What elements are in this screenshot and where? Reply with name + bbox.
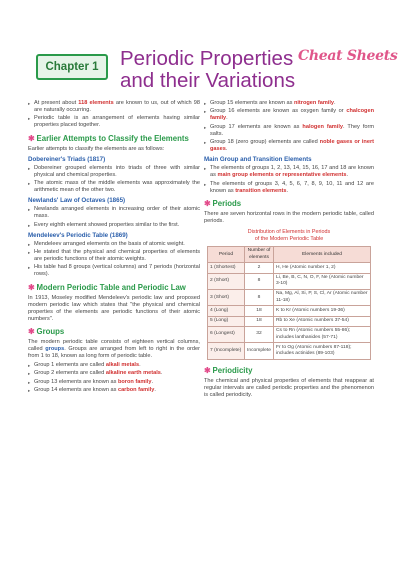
asterisk-icon: ✱ <box>204 365 211 375</box>
section-heading: ✱ Periods <box>204 198 242 208</box>
list-item: ▸ Group 18 (zero group) elements are called noble gases or inert gases. <box>204 139 374 153</box>
table-row <box>208 273 371 289</box>
page-header <box>0 0 400 100</box>
asterisk-icon: ✱ <box>28 326 35 336</box>
table-cell: Incomplete <box>245 343 274 359</box>
list-item: ▸ Every eighth element showed properties similar to the first. <box>28 222 200 229</box>
table-cell: 8 <box>245 289 274 305</box>
chapter-label: Chapter 1 <box>36 54 108 80</box>
list-item: ▸ Group 17 elements are known as halogen family. They form salts. <box>204 124 374 138</box>
section-heading: ✱ Groups <box>28 326 65 336</box>
table-row <box>208 343 371 359</box>
table-cell: 5 (Long) <box>208 316 245 326</box>
table-cell: K to Kr (Atomic numbers 19-36) <box>274 306 371 316</box>
paragraph: In 1913, Moseley modified Mendeleev's periodic law and proposed modern periodic law which states that "the physical and chemical properties of the elements are periodic functions of their atomic numbers". <box>28 294 200 322</box>
section-heading: ✱ Periodicity <box>204 365 253 375</box>
table-cell: 8 <box>245 273 274 289</box>
table-header-row <box>208 246 371 262</box>
subsection-heading: Mendeleev's Periodic Table (1869) <box>28 231 128 239</box>
asterisk-icon: ✱ <box>28 133 35 143</box>
table-cell: Na, Mg, Al, Si, P, S, Cl, Ar (Atomic number 11-18) <box>274 289 371 305</box>
table-row <box>208 316 371 326</box>
table-cell: 6 (Longest) <box>208 326 245 342</box>
title-line-2: and their Variations <box>120 69 296 92</box>
paragraph: Earlier attempts to classify the elements are as follows: <box>28 145 165 152</box>
list-item: ▸ The atomic mass of the middle elements was approximately the arithmetic mean of the other two. <box>28 180 200 194</box>
list-item: ▸ Periodic table is an arrangement of elements having similar properties placed together. <box>28 115 200 129</box>
column-header: Number of elements <box>245 246 274 262</box>
table-caption: Distribution of Elements in Periods of the Modern Periodic Table <box>247 228 331 242</box>
table-cell: 2 <box>245 263 274 273</box>
table-row <box>208 306 371 316</box>
list-item: ▸ Group 16 elements are known as oxygen family or chalcogen family. <box>204 108 374 122</box>
asterisk-icon: ✱ <box>204 198 211 208</box>
list-item: ▸ Group 14 elements are known as carbon family. <box>28 387 200 394</box>
list-item: ▸ The elements of groups 1, 2, 13, 14, 15, 16, 17 and 18 are known as main group elements or representative elements. <box>204 165 374 179</box>
section-heading: ✱ Earlier Attempts to Classify the Elements <box>28 133 189 143</box>
table-cell: Rb to Xe (Atomic numbers 37-54) <box>274 316 371 326</box>
list-item: ▸ At present about 118 elements are known to us, out of which 98 are naturally occurring. <box>28 100 200 114</box>
table-cell: 7 (Incomplete) <box>208 343 245 359</box>
cheat-sheets-logo: Cheat Sheets <box>298 48 398 64</box>
list-item: ▸ Newlands arranged elements in increasing order of their atomic mass. <box>28 206 200 220</box>
table-cell: 4 (Long) <box>208 306 245 316</box>
table-cell: Li, Be, B, C, N, O, F, Ne (Atomic number 3-10) <box>274 273 371 289</box>
list-item: ▸ His table had 8 groups (vertical columns) and 7 periods (horizontal rows). <box>28 264 200 278</box>
paragraph: There are seven horizontal rows in the modern periodic table, called periods. <box>204 210 374 224</box>
list-item: ▸ Mendeleev arranged elements on the basis of atomic weight. <box>28 241 200 248</box>
table-cell: Fr to Og (Atomic numbers 87-118); includes actinides (89-103) <box>274 343 371 359</box>
left-column <box>28 100 200 395</box>
table-cell: 2 (Short) <box>208 273 245 289</box>
table-cell: H, He (Atomic number 1, 2) <box>274 263 371 273</box>
column-header: Period <box>208 246 245 262</box>
table-row <box>208 263 371 273</box>
list-item: ▸ Dobereiner grouped elements into triads of three with similar physical and chemical properties. <box>28 165 200 179</box>
list-item: ▸ He stated that the physical and chemical properties of elements are periodic functions of their atomic weights. <box>28 249 200 263</box>
paragraph: The modern periodic table consists of eighteen vertical columns, called groups. Groups are arranged from left to right in the order from 1 to 18, known as long form of periodic table. <box>28 338 200 360</box>
column-header: Elements included <box>274 246 371 262</box>
section-heading: ✱ Modern Periodic Table and Periodic Law <box>28 282 186 292</box>
table-cell: Cs to Rn (Atomic numbers 55-86); includes lanthanides (57-71) <box>274 326 371 342</box>
list-item: ▸ Group 1 elements are called alkali metals. <box>28 362 200 369</box>
asterisk-icon: ✱ <box>28 282 35 292</box>
list-item: ▸ Group 15 elements are known as nitrogen family. <box>204 100 374 107</box>
periods-table <box>207 246 371 360</box>
subsection-heading: Newlands' Law of Octaves (1865) <box>28 197 126 205</box>
table-cell: 18 <box>245 306 274 316</box>
page-title <box>120 48 300 92</box>
table-row <box>208 289 371 305</box>
right-column <box>204 100 374 401</box>
list-item: ▸ Group 2 elements are called alkaline earth metals. <box>28 370 200 377</box>
subsection-heading: Dobereiner's Triads (1817) <box>28 155 106 163</box>
list-item: ▸ Group 13 elements are known as boron family. <box>28 379 200 386</box>
table-cell: 3 (Short) <box>208 289 245 305</box>
table-cell: 1 (Shortest) <box>208 263 245 273</box>
subsection-heading: Main Group and Transition Elements <box>204 156 312 164</box>
title-line-1: Periodic Properties <box>120 47 294 70</box>
paragraph: The chemical and physical properties of elements that reappear at regular intervals are called periodic properties and the phenomenon is called periodicity. <box>204 377 374 398</box>
table-row <box>208 326 371 342</box>
table-cell: 32 <box>245 326 274 342</box>
table-cell: 18 <box>245 316 274 326</box>
list-item: ▸ The elements of groups 3, 4, 5, 6, 7, 8, 9, 10, 11 and 12 are known as transition elements. <box>204 181 374 195</box>
